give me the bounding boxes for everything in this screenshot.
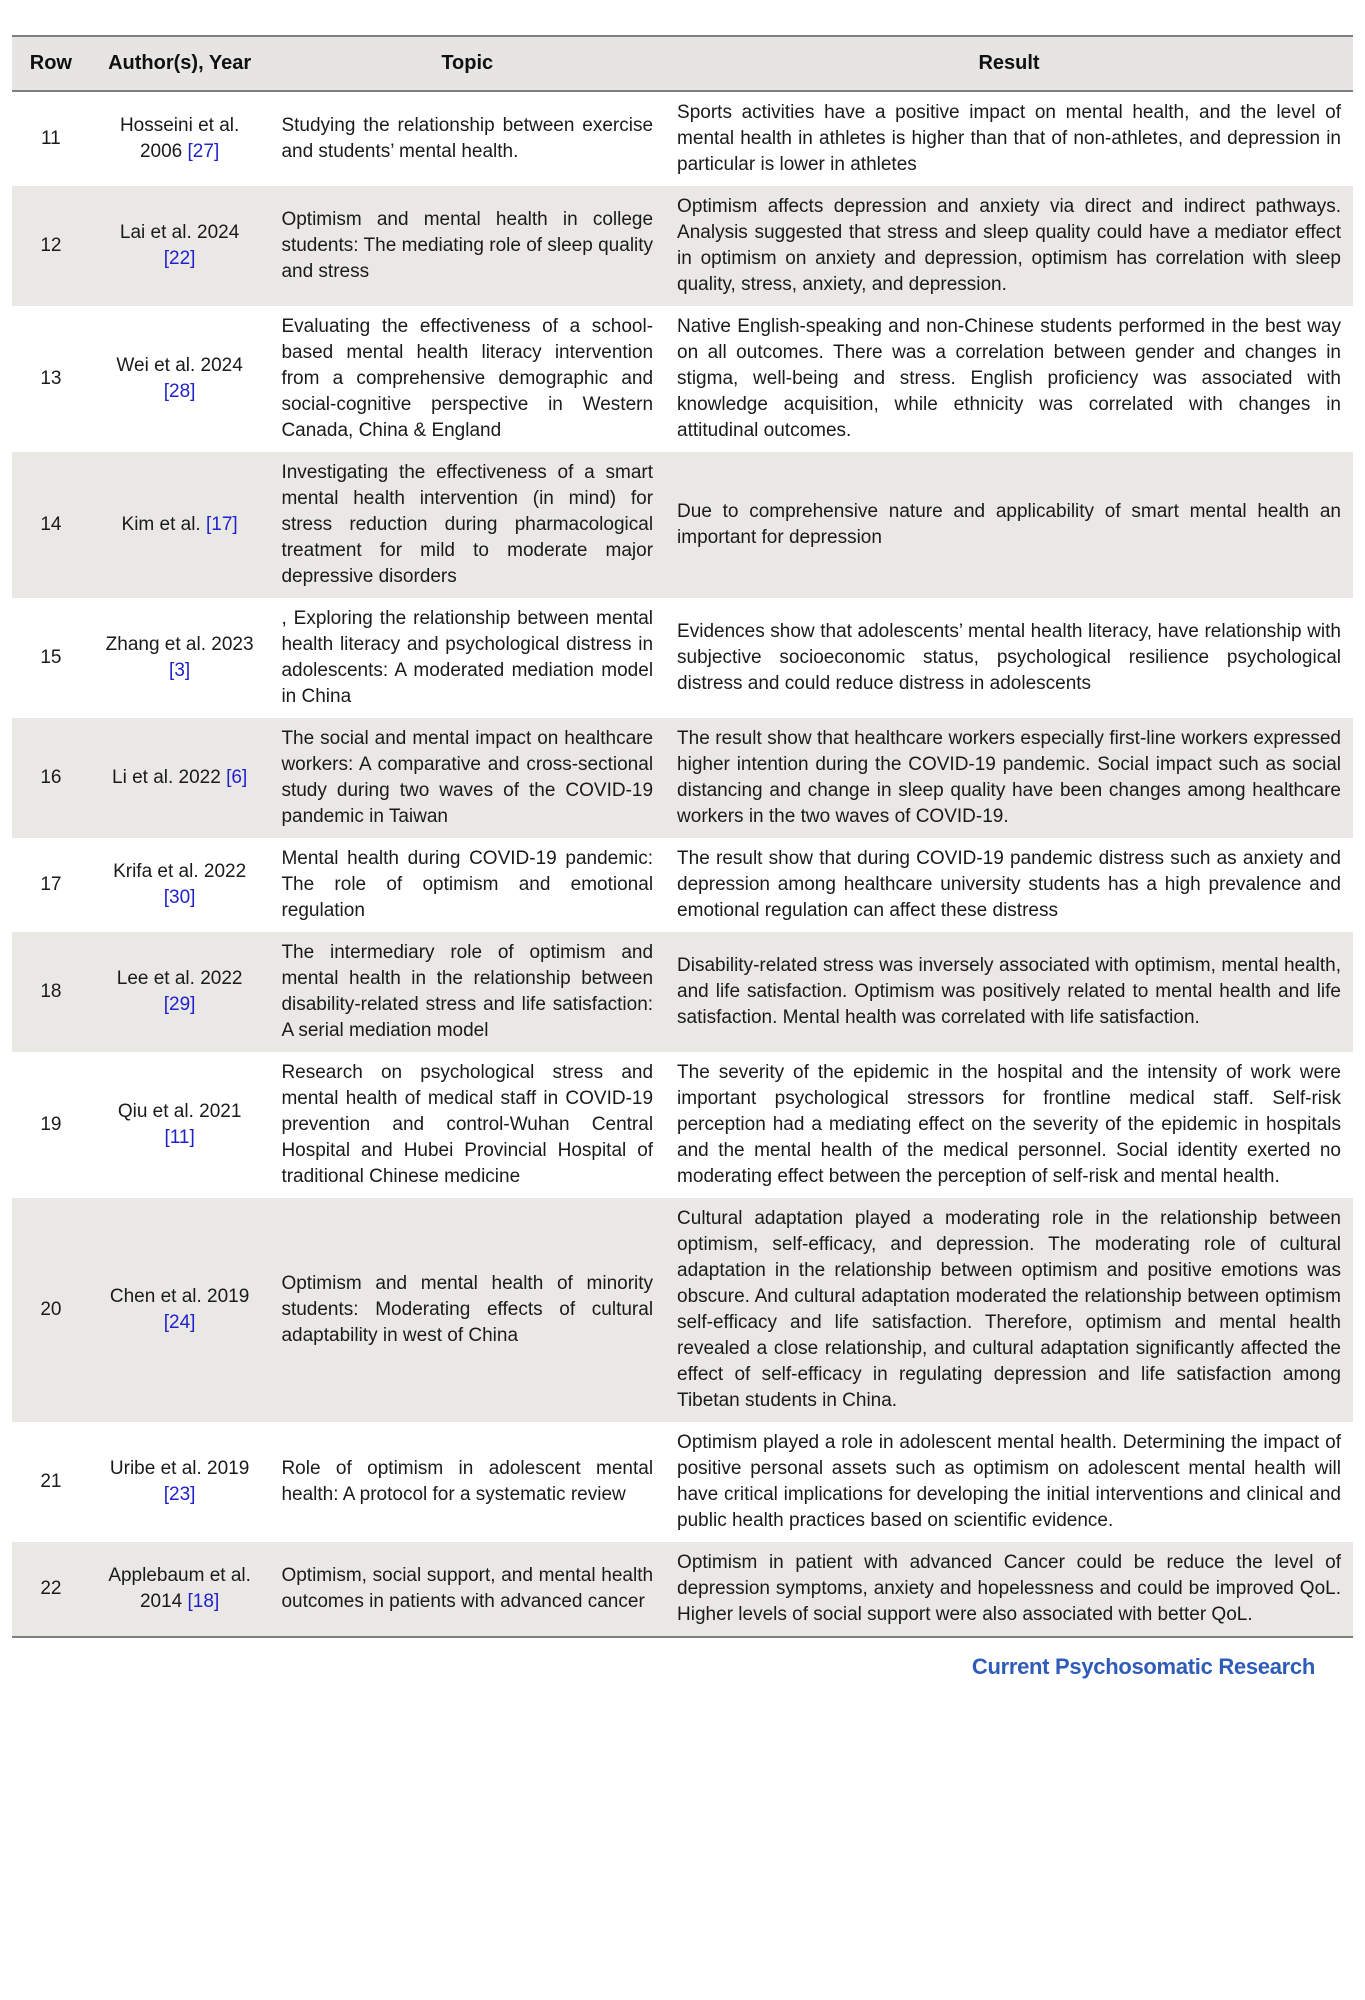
author-year: Chen et al. 2019 [24] xyxy=(109,1286,250,1333)
author-year: Applebaum et al. 2014 [18] xyxy=(108,1565,251,1612)
table-row xyxy=(12,1542,1353,1637)
author-year: Hosseini et al. 2006 [27] xyxy=(119,115,240,162)
author-year: Kim et al. [17] xyxy=(121,514,238,535)
column-header-topic: Topic xyxy=(269,36,665,91)
row-number: 13 xyxy=(40,368,62,389)
topic-text: Optimism and mental health in college students: The mediating role of sleep quality and stress xyxy=(281,209,654,282)
citation-link[interactable]: [30] xyxy=(163,887,196,908)
citation-link[interactable]: [22] xyxy=(163,248,196,269)
row-number: 14 xyxy=(40,514,62,535)
table-row xyxy=(12,1198,1353,1422)
studies-table xyxy=(12,35,1353,1638)
author-year: Qiu et al. 2021 [11] xyxy=(117,1101,242,1148)
topic-text: Studying the relationship between exercise and students’ mental health. xyxy=(281,115,654,162)
column-header-row: Row xyxy=(12,36,90,91)
table-row xyxy=(12,598,1353,718)
table-row xyxy=(12,718,1353,838)
table-header xyxy=(12,36,1353,91)
result-text: The severity of the epidemic in the hospital and the intensity of work were important psychological stressors for frontline medical staff. Self-risk perception had a mediating effect on the severity of the epidemic in hospitals and the mental health of the medical personnel. Social identity exerted no moderating effect between the perception of self-risk and mental health. xyxy=(677,1062,1341,1187)
row-number: 15 xyxy=(40,647,62,668)
citation-link[interactable]: [24] xyxy=(163,1312,196,1333)
author-year: Krifa et al. 2022 [30] xyxy=(113,861,247,908)
result-text: The result show that during COVID-19 pandemic distress such as anxiety and depression among healthcare university students has a high prevalence and emotional regulation can affect these distress xyxy=(677,848,1341,921)
table-row xyxy=(12,91,1353,186)
row-number: 19 xyxy=(40,1114,62,1135)
citation-link[interactable]: [28] xyxy=(163,381,196,402)
result-text: Sports activities have a positive impact on mental health, and the level of mental health in athletes is higher than that of non-athletes, and depression in particular is lower in athletes xyxy=(677,102,1341,175)
topic-text: , Exploring the relationship between mental health literacy and psychological distress in adolescents: A moderated mediation model in China xyxy=(281,608,654,707)
table-row xyxy=(12,1052,1353,1198)
citation-link[interactable]: [11] xyxy=(164,1127,195,1148)
topic-text: Optimism and mental health of minority students: Moderating effects of cultural adaptability in west of China xyxy=(281,1273,654,1346)
row-number: 11 xyxy=(41,128,61,149)
journal-wordmark: Current Psychosomatic Research xyxy=(971,1654,1315,1679)
table-row xyxy=(12,1422,1353,1542)
author-year: Uribe et al. 2019 [23] xyxy=(109,1458,250,1505)
row-number: 16 xyxy=(40,767,62,788)
table-body xyxy=(12,91,1353,1637)
result-text: The result show that healthcare workers especially first-line workers expressed higher intention during the COVID-19 pandemic. Social impact such as social distancing and change in sleep quality have been changes among healthcare workers in the two waves of COVID-19. xyxy=(677,728,1341,827)
citation-link[interactable]: [27] xyxy=(187,141,220,162)
table-row xyxy=(12,838,1353,932)
author-year: Zhang et al. 2023 [3] xyxy=(105,634,254,681)
topic-text: The social and mental impact on healthcare workers: A comparative and cross-sectional study during two waves of the COVID-19 pandemic in Taiwan xyxy=(281,728,654,827)
result-text: Native English-speaking and non-Chinese students performed in the best way on all outcomes. There was a correlation between gender and changes in stigma, well-being and stress. English proficiency was associated with knowledge acquisition, while ethnicity was correlated with changes in attitudinal outcomes. xyxy=(677,316,1341,441)
citation-link[interactable]: [17] xyxy=(206,514,238,535)
topic-text: Investigating the effectiveness of a smart mental health intervention (in mind) for stress reduction during pharmacological treatment for mild to moderate major depressive disorders xyxy=(281,462,654,587)
result-text: Due to comprehensive nature and applicability of smart mental health an important for depression xyxy=(677,501,1341,548)
column-header-result: Result xyxy=(665,36,1353,91)
author-year: Lee et al. 2022 [29] xyxy=(116,968,243,1015)
row-number: 22 xyxy=(40,1578,62,1599)
row-number: 21 xyxy=(40,1471,62,1492)
table-row xyxy=(12,452,1353,598)
topic-text: Evaluating the effectiveness of a school-based mental health literacy intervention from a comprehensive demographic and social-cognitive perspective in Western Canada, China & England xyxy=(281,316,654,441)
citation-link[interactable]: [3] xyxy=(169,660,191,681)
row-number: 18 xyxy=(40,981,62,1002)
table-row xyxy=(12,932,1353,1052)
result-text: Cultural adaptation played a moderating role in the relationship between optimism, self-efficacy, and depression. The moderating role of cultural adaptation in the relationship between optimism and positive emotions was obscure. And cultural adaptation moderated the relationship between optimism self-efficacy and life satisfaction. Therefore, optimism and mental health revealed a close relationship, and cultural adaptation significantly affected the effect of self-efficacy in regulating depression and life satisfaction among Tibetan students in China. xyxy=(677,1208,1341,1411)
result-text: Disability-related stress was inversely associated with optimism, mental health, and life satisfaction. Optimism was positively related to mental health and life satisfaction. Mental health was correlated with life satisfaction. xyxy=(677,955,1341,1028)
citation-link[interactable]: [18] xyxy=(187,1591,220,1612)
author-year: Wei et al. 2024 [28] xyxy=(116,355,243,402)
result-text: Optimism played a role in adolescent mental health. Determining the impact of positive personal assets such as optimism on adolescent mental health will have critical implications for developing the initial interventions and clinical and public health practices based on scientific evidence. xyxy=(677,1432,1341,1531)
author-year: Li et al. 2022 [6] xyxy=(112,767,248,788)
table-row xyxy=(12,186,1353,306)
topic-text: The intermediary role of optimism and mental health in the relationship between disability-related stress and life satisfaction: A serial mediation model xyxy=(281,942,654,1041)
citation-link[interactable]: [29] xyxy=(163,994,196,1015)
author-year: Lai et al. 2024 [22] xyxy=(119,222,240,269)
table-row xyxy=(12,306,1353,452)
citation-link[interactable]: [6] xyxy=(226,767,248,788)
topic-text: Role of optimism in adolescent mental health: A protocol for a systematic review xyxy=(281,1458,654,1505)
column-header-author: Author(s), Year xyxy=(90,36,270,91)
citation-link[interactable]: [23] xyxy=(163,1484,196,1505)
topic-text: Optimism, social support, and mental health outcomes in patients with advanced cancer xyxy=(281,1565,654,1612)
row-number: 20 xyxy=(40,1299,62,1320)
row-number: 12 xyxy=(40,235,62,256)
topic-text: Mental health during COVID-19 pandemic: The role of optimism and emotional regulation xyxy=(281,848,654,921)
result-text: Evidences show that adolescents’ mental health literacy, have relationship with subjective socioeconomic status, psychological resilience psychological distress and could reduce distress in adolescents xyxy=(677,621,1341,694)
result-text: Optimism in patient with advanced Cancer could be reduce the level of depression symptoms, anxiety and hopelessness and could be improved QoL. Higher levels of social support were also associated with better QoL. xyxy=(677,1552,1341,1625)
result-text: Optimism affects depression and anxiety via direct and indirect pathways. Analysis suggested that stress and sleep quality could have a mediator effect in optimism on anxiety and depression, optimism has correlation with sleep quality, stress, anxiety, and depression. xyxy=(677,196,1341,295)
row-number: 17 xyxy=(40,874,62,895)
topic-text: Research on psychological stress and mental health of medical staff in COVID-19 prevention and control-Wuhan Central Hospital and Hubei Provincial Hospital of traditional Chinese medicine xyxy=(281,1062,654,1187)
